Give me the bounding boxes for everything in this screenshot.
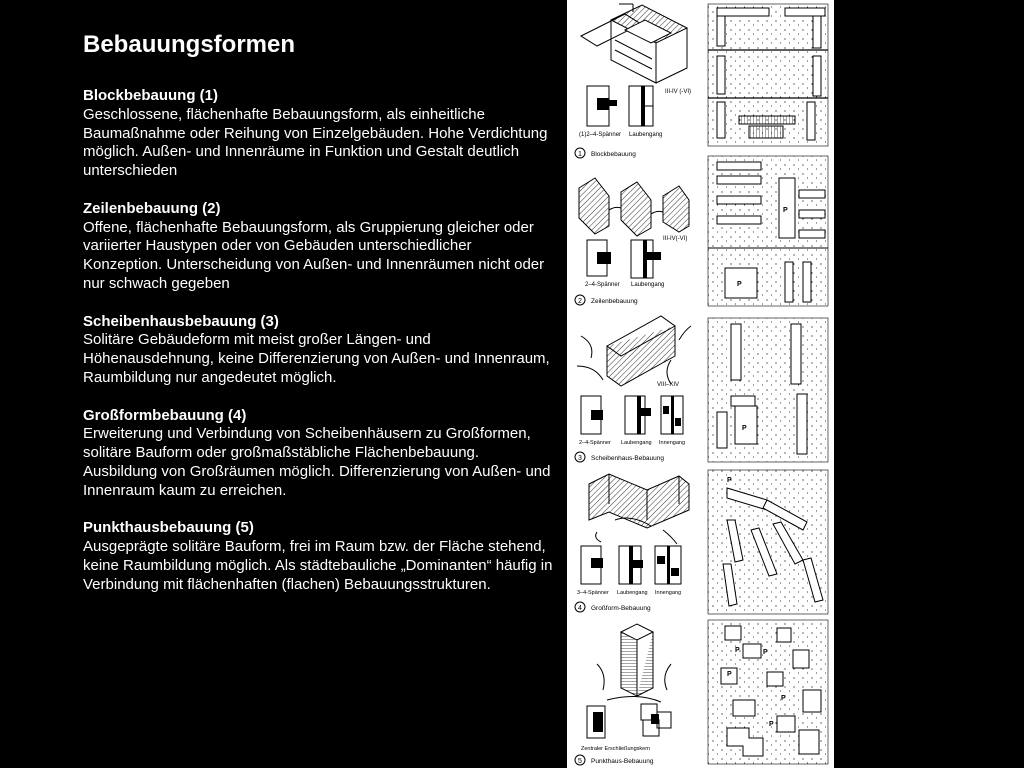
- scheibe-height-label: VIII–XIV: [657, 382, 680, 388]
- diagram-svg: [567, 0, 834, 768]
- grossform-number-circle: [575, 602, 585, 612]
- row-punkthaus: [575, 620, 828, 765]
- scheibe-number-circle: [575, 452, 585, 462]
- section-text: Geschlossene, flächenhafte Bebauungsform, als einheitliche Baumaßnahme oder Reihung von Einzelgebäuden. Hohe Verdichtung möglich. Außen- und Innenräume in Funktion und Gestalt deutlich unterschieden: [83, 105, 548, 180]
- block-site-plan: [708, 4, 828, 146]
- row-number: 4: [578, 605, 582, 612]
- row-number-circle: [575, 295, 585, 305]
- scheibe-site-plan: [708, 318, 828, 462]
- row-grossform: [575, 470, 828, 614]
- block-number-circle: [575, 148, 585, 158]
- row-type-label: 2–4-Spänner: [585, 282, 620, 288]
- section-zeilenbebauung: [83, 200, 553, 294]
- row-height-label: III-IV(-VI): [663, 236, 688, 242]
- parking-label: P: [742, 425, 747, 432]
- text-column: [83, 30, 553, 613]
- punkthaus-site-plan: [708, 620, 828, 764]
- scheibe-unit-types: [581, 396, 683, 434]
- row-caption: Großform-Bebauung: [591, 605, 651, 612]
- scheibe-type-label: 2–4-Spänner: [579, 440, 611, 446]
- section-text: Solitäre Gebäudeform mit meist großer Längen- und Höhenausdehnung, keine Differenzierung von Außen- und Innenraum, Raumbildung nur angedeutet möglich.: [83, 331, 550, 386]
- row-caption: Zeilenbebauung: [591, 298, 638, 305]
- row-scheibenhaus: [575, 316, 828, 462]
- row-number: 1: [578, 151, 582, 158]
- grossform-unit-types: [581, 546, 681, 584]
- parking-label: P: [737, 281, 742, 288]
- parking-label: P: [735, 647, 740, 654]
- section-scheibenhausbebauung: [83, 313, 553, 388]
- punkthaus-unit-types: [587, 704, 671, 738]
- grossform-type-label: 3–4-Spänner: [577, 590, 609, 596]
- section-heading: Großformbebauung (4): [83, 406, 247, 424]
- section-text: Ausgeprägte solitäre Bauform, frei im Raum bzw. der Fläche stehend, keine Raumbildung möglich. Als städtebauliche „Dominanten“ häufig in Verbindung mit flächenhaften (flachen) Bebauungsstrukturen.: [83, 538, 553, 593]
- parking-label: P: [769, 721, 774, 728]
- block-type-label: (1)2–4-Spänner: [579, 132, 622, 138]
- row-number: 3: [578, 455, 582, 462]
- block-axonometric-drawing: [581, 4, 687, 83]
- section-grossformbebauung: [83, 407, 553, 501]
- row-zeilenbebauung: [575, 156, 828, 306]
- grossform-axonometric-drawing: [589, 474, 689, 544]
- parking-label: P: [727, 477, 732, 484]
- section-text: Erweiterung und Verbindung von Scheibenhäusern zu Großformen, solitäre Bauform oder großmaßstäbliche Flächenbebauung. Ausbildung von Großräumen möglich. Differenzierung von Außen- und Innenraum kaum zu erreichen.: [83, 425, 551, 499]
- section-heading: Punkthausbebauung (5): [83, 519, 254, 537]
- section-text: Offene, flächenhafte Bebauungsform, als Gruppierung gleicher oder variierter Haustypen oder von Gebäuden unterschiedlicher Konzeption. Unterscheidung von Außen- und Innenräumen nicht oder nur schwach gegeben: [83, 218, 545, 292]
- row-caption: Punkthaus-Bebauung: [591, 758, 654, 765]
- grossform-site-plan: [708, 470, 828, 614]
- grossform-type-label: Innengang: [655, 590, 681, 596]
- row-number: 2: [578, 298, 582, 305]
- row-blockbebauung: [575, 4, 828, 158]
- row-type-label: Laubengang: [631, 282, 665, 288]
- block-height-label: III-IV (-VI): [665, 89, 691, 95]
- parking-label: P: [783, 207, 788, 214]
- section-heading: Scheibenhausbebauung (3): [83, 312, 279, 330]
- punkthaus-type-label: Zentraler Erschließungskern: [581, 746, 651, 752]
- punkthaus-axonometric-drawing: [597, 624, 671, 702]
- scheibe-type-label: Innengang: [659, 440, 685, 446]
- block-unit-types: [587, 86, 653, 126]
- section-heading: Blockbebauung (1): [83, 87, 219, 104]
- scheibe-type-label: Laubengang: [621, 440, 652, 446]
- scheibe-axonometric-drawing: [577, 316, 691, 386]
- block-type-label: Laubengang: [629, 132, 663, 138]
- parking-label: P: [781, 695, 786, 702]
- row-site-plan: [708, 156, 828, 306]
- parking-label: P: [763, 649, 768, 656]
- grossform-type-label: Laubengang: [617, 590, 648, 596]
- row-caption: Blockbebauung: [591, 151, 636, 158]
- row-unit-types: [587, 240, 661, 278]
- row-caption: Scheibenhaus-Bebauung: [591, 455, 665, 462]
- parking-label: P: [727, 671, 732, 678]
- row-axonometric-drawing: [579, 178, 689, 236]
- row-number: 5: [578, 758, 582, 765]
- section-punkthausbebauung: [83, 519, 553, 594]
- punkthaus-number-circle: [575, 755, 585, 765]
- section-blockbebauung: [83, 87, 553, 181]
- slide-title: Bebauungsformen: [83, 31, 296, 58]
- section-heading: Zeilenbebauung (2): [83, 199, 221, 217]
- diagram-plate: [567, 0, 834, 768]
